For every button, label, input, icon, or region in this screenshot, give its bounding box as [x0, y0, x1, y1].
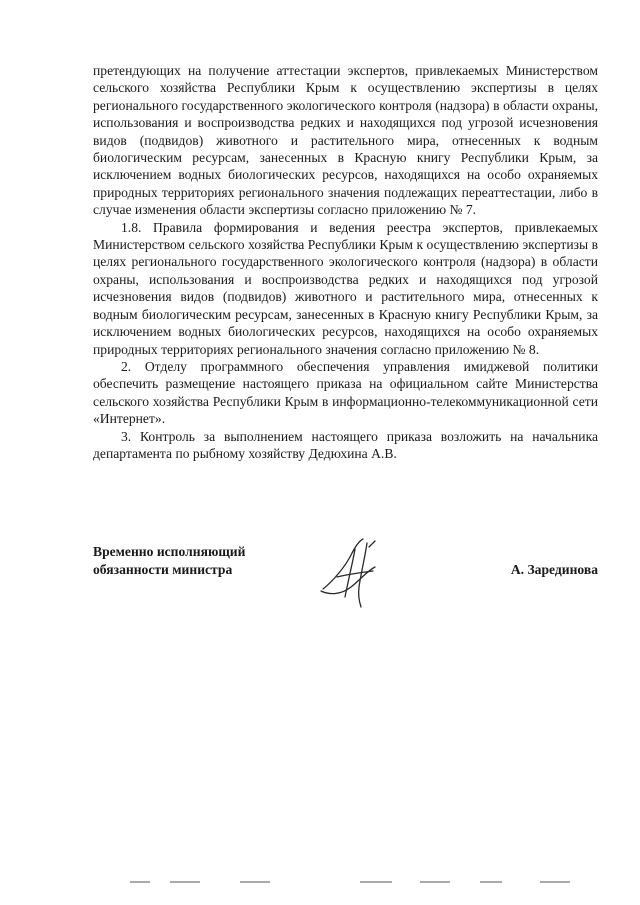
paragraph-1-8: 1.8. Правила формирования и ведения реестра экспертов, привлекаемых Министерством сельского хозяйства Республики Крым к осуществлению экспертизы в целях регионального государственного экологического контроля (надзора) в области охраны, использования и воспроизводства редких и находящихся под угрозой исчезновения видов (подвидов) животного и растительного мира, отнесенных к водным биологическим ресурсам, занесенных в Красную книгу Республики Крым, за исключением водных биологических ресурсов, находящихся на особо охраняемых природных территориях регионального значения согласно приложению № 8. [93, 219, 598, 357]
paragraph-3: 3. Контроль за выполнением настоящего приказа возложить на начальника департамента по рыбному хозяйству Дедюхина А.В. [93, 428, 598, 461]
paragraph-2: 2. Отделу программного обеспечения управления имиджевой политики обеспечить размещение настоящего приказа на официальном сайте Министерства сельского хозяйства Республики Крым в информационно-телекоммуникационной сети «Интернет». [93, 358, 598, 427]
signature-block [93, 543, 598, 613]
scan-edge-marks [130, 876, 600, 886]
signatory-name: А. Зарединова [510, 562, 598, 577]
document-body [93, 62, 598, 462]
signatory-title [93, 543, 245, 579]
signatory-title-line-1: Временно исполняющий [93, 544, 246, 559]
signatory-title-line-2: обязанности министра [93, 562, 233, 577]
handwritten-signature [315, 537, 385, 609]
paragraph-continuation: претендующих на получение аттестации экспертов, привлекаемых Министерством сельского хозяйства Республики Крым к осуществлению экспертизы в целях регионального государственного экологического контроля (надзора) в области охраны, использования и воспроизводства редких и находящихся под угрозой исчезновения видов (подвидов) животного и растительного мира, отнесенных к водным биологическим ресурсам, занесенных в Красную книгу Республики Крым, за исключением водных биологических ресурсов, находящихся на особо охраняемых природных территориях регионального значения подлежащих переаттестации, либо в случае изменения области экспертизы согласно приложению № 7. [93, 63, 598, 218]
